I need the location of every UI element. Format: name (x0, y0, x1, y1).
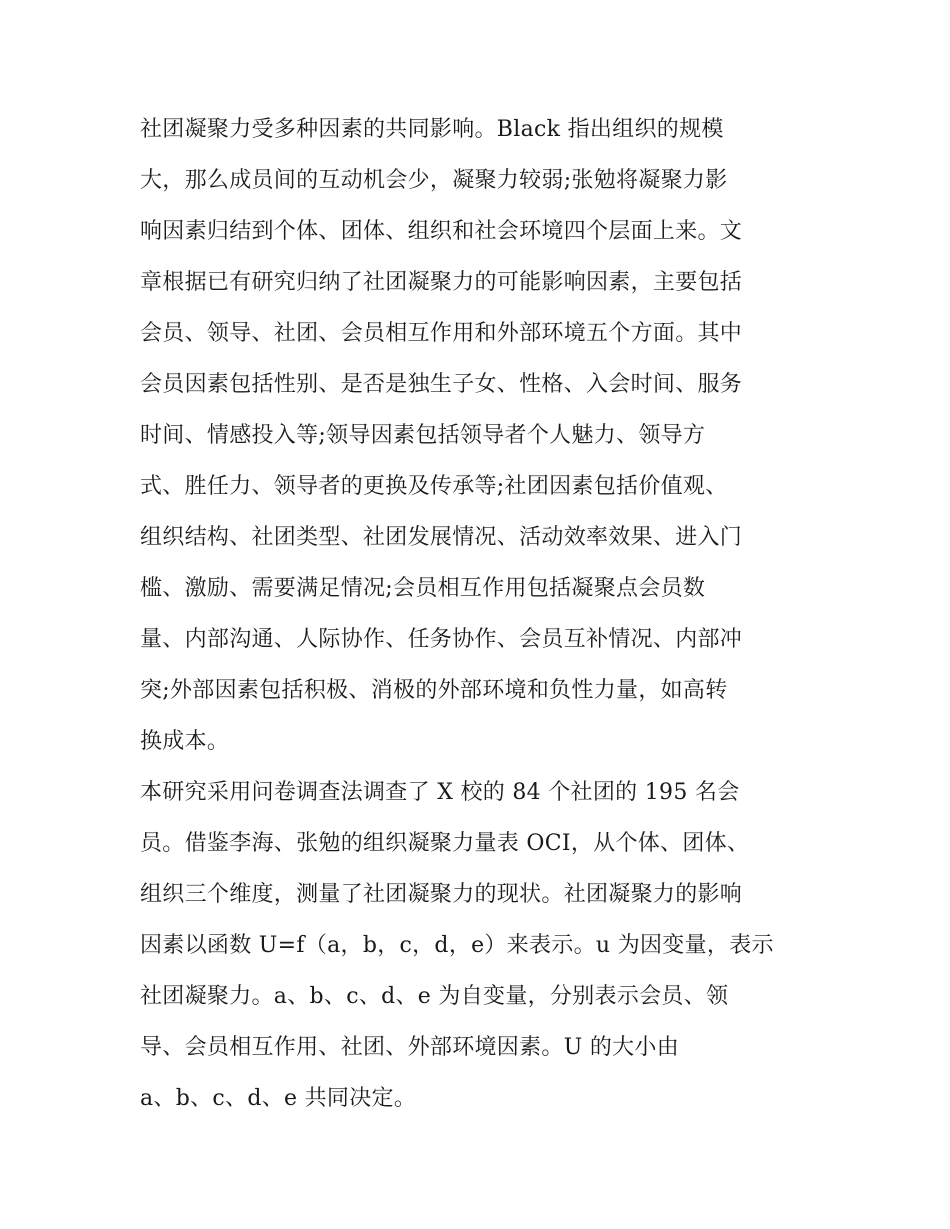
text-line: 社团凝聚力受多种因素的共同影响。Black 指出组织的规模 (140, 117, 724, 142)
text-line: 大，那么成员间的互动机会少，凝聚力较弱;张勉将凝聚力影 (140, 168, 728, 193)
paragraph-influencing-factors (140, 108, 840, 771)
text-line: 会员因素包括性别、是否是独生子女、性格、入会时间、服务 (140, 372, 743, 397)
text-line: 导、会员相互作用、社团、外部环境因素。U 的大小由 (140, 1035, 680, 1060)
text-line: 组织结构、社团类型、社团发展情况、活动效率效果、进入门 (140, 525, 743, 550)
text-line: 会员、领导、社团、会员相互作用和外部环境五个方面。其中 (140, 321, 743, 346)
text-line: 突;外部因素包括积极、消极的外部环境和负性力量，如高转 (140, 678, 728, 703)
text-line: 员。借鉴李海、张勉的组织凝聚力量表 OCI，从个体、团体、 (140, 831, 750, 856)
text-line: 量、内部沟通、人际协作、任务协作、会员互补情况、内部冲 (140, 627, 743, 652)
text-line: 换成本。 (140, 729, 230, 754)
paragraph-research-method (140, 771, 840, 1128)
text-line: 组织三个维度，测量了社团凝聚力的现状。社团凝聚力的影响 (140, 882, 743, 907)
text-line: 槛、激励、需要满足情况;会员相互作用包括凝聚点会员数 (140, 576, 706, 601)
text-line: 式、胜任力、领导者的更换及传承等;社团因素包括价值观、 (140, 474, 728, 499)
text-line: 因素以函数 U=f（a，b，c，d，e）来表示。u 为因变量，表示 (140, 933, 774, 958)
text-line: 章根据已有研究归纳了社团凝聚力的可能影响因素，主要包括 (140, 270, 743, 295)
text-line: 时间、情感投入等;领导因素包括领导者个人魅力、领导方 (140, 423, 706, 448)
text-line: 响因素归结到个体、团体、组织和社会环境四个层面上来。文 (140, 219, 743, 244)
document-body (140, 108, 840, 1128)
text-line: 社团凝聚力。a、b、c、d、e 为自变量，分别表示会员、领 (140, 984, 729, 1009)
text-line: 本研究采用问卷调查法调查了 X 校的 84 个社团的 195 名会 (140, 780, 740, 805)
text-line: a、b、c、d、e 共同决定。 (140, 1086, 417, 1111)
